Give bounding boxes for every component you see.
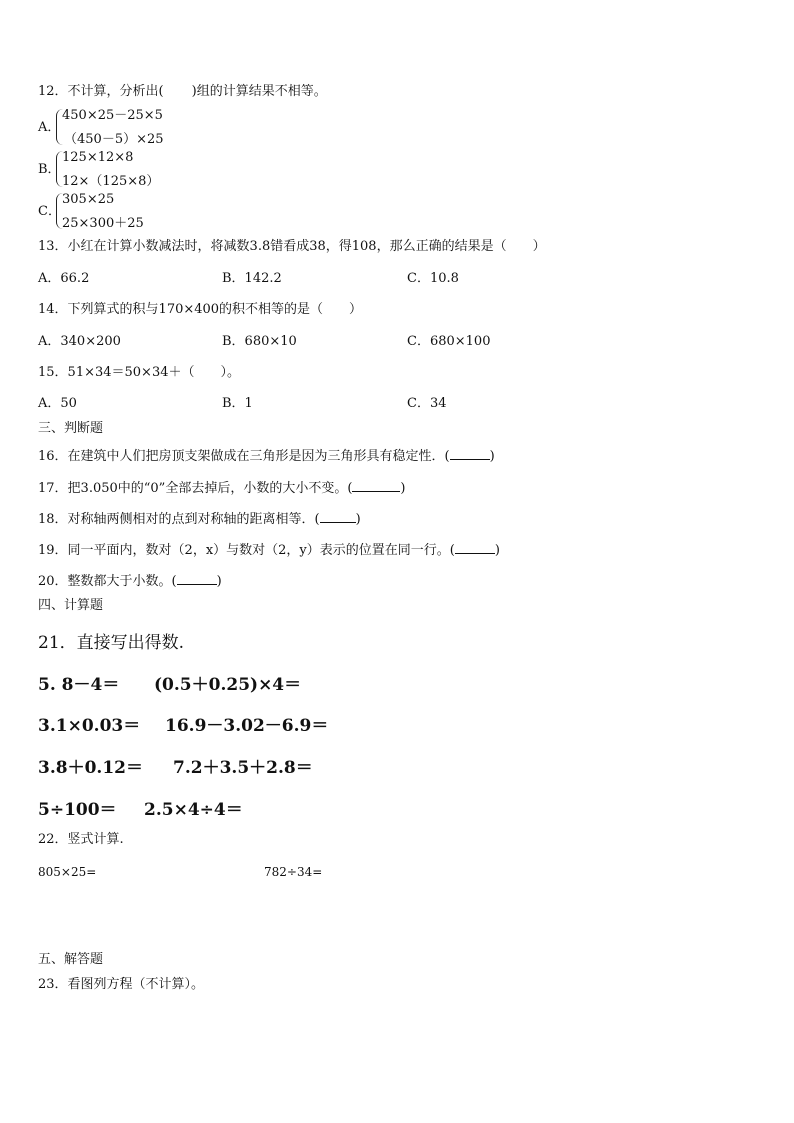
section-3-heading: 三、判断题 <box>38 421 104 436</box>
q18: 18．对称轴两侧相对的点到对称轴的距离相等．( ) <box>38 512 361 527</box>
q13-option-a: A．66.2 <box>38 271 90 286</box>
q22-item: 805×25= <box>38 865 97 879</box>
answer-blank[interactable] <box>450 447 490 460</box>
answer-blank[interactable] <box>352 479 400 492</box>
q21-item: 5÷100＝ <box>38 800 117 820</box>
q21-item: 3.8＋0.12＝ <box>38 758 143 778</box>
q12-option-a-label: A． <box>38 120 61 135</box>
q15-stem: 15．51×34＝50×34＋（ ）。 <box>38 365 240 380</box>
q17: 17．把3.050中的“0”全部去掉后，小数的大小不变。( ) <box>38 481 406 496</box>
q14-option-c: C．680×100 <box>407 334 491 349</box>
answer-blank[interactable] <box>455 541 495 554</box>
q12-option-a-line1: 450×25－25×5 <box>62 108 163 123</box>
q20: 20．整数都大于小数。( ) <box>38 574 222 589</box>
q15-option-b: B．1 <box>222 396 253 411</box>
q12-option-c-line1: 305×25 <box>62 192 115 207</box>
q16: 16．在建筑中人们把房顶支架做成在三角形是因为三角形具有稳定性．( ) <box>38 449 495 464</box>
section-4-heading: 四、计算题 <box>38 598 104 613</box>
q21-item: 3.1×0.03＝ <box>38 716 141 736</box>
q12-stem: 12．不计算，分析出( )组的计算结果不相等。 <box>38 84 327 99</box>
q12-option-c-line2: 25×300＋25 <box>62 216 144 231</box>
q14-option-b: B．680×10 <box>222 334 297 349</box>
q21-title: 21．直接写出得数. <box>38 633 185 653</box>
q14-stem: 14．下列算式的积与170×400的积不相等的是（ ） <box>38 302 363 317</box>
q21-item: 7.2＋3.5＋2.8＝ <box>173 758 313 778</box>
q12-option-c-label: C． <box>38 204 61 219</box>
q12-option-b-line1: 125×12×8 <box>62 150 134 165</box>
q21-item: (0.5＋0.25)×4＝ <box>154 675 302 695</box>
q13-option-b: B．142.2 <box>222 271 282 286</box>
q13-option-c: C．10.8 <box>407 271 459 286</box>
section-5-heading: 五、解答题 <box>38 952 104 967</box>
q21-item: 2.5×4÷4＝ <box>144 800 243 820</box>
q21-item: 5. 8－4＝ <box>38 675 120 695</box>
q12-option-b-line2: 12×（125×8） <box>62 174 160 189</box>
q19: 19．同一平面内，数对（2，x）与数对（2，y）表示的位置在同一行。( ) <box>38 543 500 558</box>
answer-blank[interactable] <box>320 510 356 523</box>
q15-option-a: A．50 <box>38 396 77 411</box>
q22-title: 22．竖式计算. <box>38 832 124 847</box>
q14-option-a: A．340×200 <box>38 334 121 349</box>
q13-stem: 13．小红在计算小数减法时，将减数3.8错看成38，得108，那么正确的结果是（ ） <box>38 239 546 254</box>
q23-stem: 23．看图列方程（不计算）。 <box>38 977 205 992</box>
q22-item: 782÷34= <box>264 865 323 879</box>
q12-option-b-label: B． <box>38 162 61 177</box>
q15-option-c: C．34 <box>407 396 447 411</box>
q21-item: 16.9－3.02－6.9＝ <box>165 716 329 736</box>
q12-option-a-line2: （450－5）×25 <box>64 132 164 147</box>
answer-blank[interactable] <box>177 572 217 585</box>
